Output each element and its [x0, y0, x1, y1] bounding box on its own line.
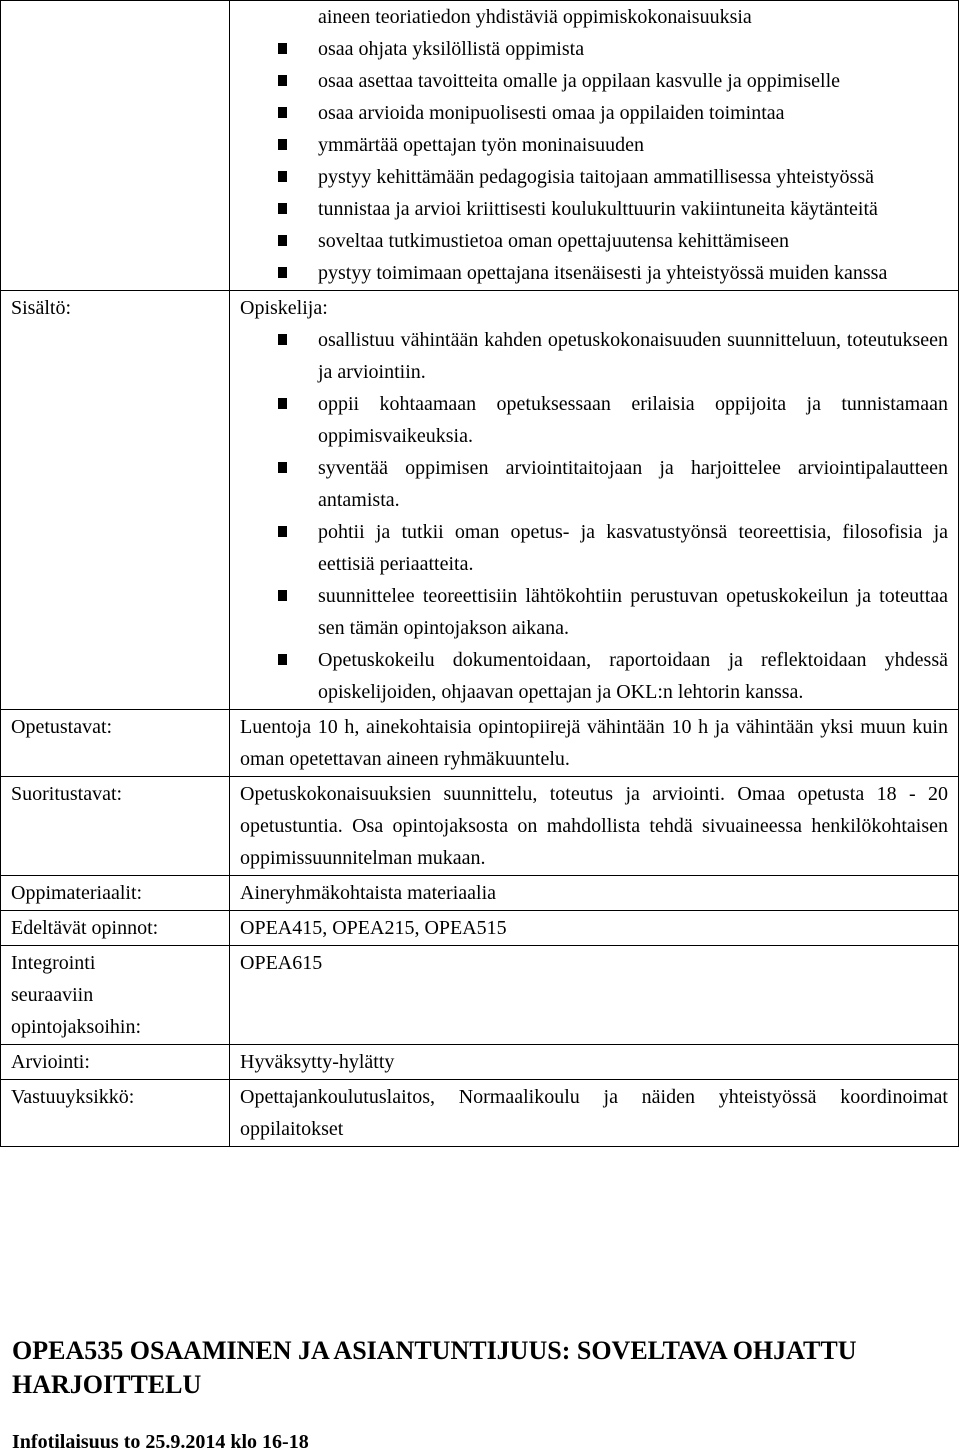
list-item: osallistuu vähintään kahden opetuskokonaisuuden suunnitteluun, toteutukseen ja arviointiin.: [240, 324, 948, 388]
label-line: opintojaksoihin:: [11, 1016, 141, 1038]
row-label: Arviointi:: [1, 1045, 230, 1080]
row-label: Opetustavat:: [1, 710, 230, 777]
row-label: Suoritustavat:: [1, 777, 230, 876]
info-line: Infotilaisuus to 25.9.2014 klo 16-18: [12, 1431, 309, 1453]
row-label: Oppimateriaalit:: [1, 876, 230, 911]
arviointi-value: Hyväksytty-hylätty: [230, 1045, 959, 1080]
table-row: [1, 1080, 959, 1147]
oppimateriaalit-value: Aineryhmäkohtaista materiaalia: [230, 876, 959, 911]
table-row: [1, 710, 959, 777]
list-item: suunnittelee teoreettisiin lähtökohtiin perustuvan opetuskokeilun ja toteuttaa sen tämän opintojakson aikana.: [240, 580, 948, 644]
list-item: pystyy toimimaan opettajana itsenäisesti ja yhteistyössä muiden kanssa: [240, 257, 948, 289]
list-item: aineen teoriatiedon yhdistäviä oppimiskokonaisuuksia: [318, 6, 752, 28]
edeltavat-value: OPEA415, OPEA215, OPEA515: [230, 911, 959, 946]
opetustavat-value: Luentoja 10 h, ainekohtaisia opintopiirejä vähintään 10 h ja vähintään yksi muun kuin oman opetettavan aineen ryhmäkuuntelu.: [230, 710, 959, 777]
list-item: tunnistaa ja arvioi kriittisesti koulukulttuurin vakiintuneita käytänteitä: [240, 193, 948, 225]
table-row: [1, 1, 959, 291]
row-label-empty: [1, 1, 230, 291]
list-item: pystyy kehittämään pedagogisia taitojaan ammatillisessa yhteistyössä: [240, 161, 948, 193]
row-label-integrointi: [1, 946, 230, 1045]
suoritustavat-value: Opetuskokonaisuuksien suunnittelu, toteutus ja arviointi. Omaa opetusta 18 - 20 opetustuntia. Osa opintojaksosta on mahdollista tehdä sivuaineessa henkilökohtaisen oppimissuunnitelman mukaan.: [230, 777, 959, 876]
list-item: osaa asettaa tavoitteita omalle ja oppilaan kasvulle ja oppimiselle: [240, 65, 948, 97]
label-line: Integrointi: [11, 952, 96, 974]
sisalto-list: [240, 324, 948, 708]
table-row: [1, 911, 959, 946]
objectives-cell: [230, 1, 959, 291]
table-row: [1, 777, 959, 876]
list-item: Opetuskokeilu dokumentoidaan, raportoidaan ja reflektoidaan yhdessä opiskelijoiden, ohjaavan opettajan ja OKL:n lehtorin kanssa.: [240, 644, 948, 708]
label-line: seuraaviin: [11, 984, 94, 1006]
table-row: [1, 946, 959, 1045]
table-row: [1, 876, 959, 911]
list-item: syventää oppimisen arviointitaitojaan ja harjoittelee arviointipalautteen antamista.: [240, 452, 948, 516]
row-label: Vastuuyksikkö:: [1, 1080, 230, 1147]
list-item: oppii kohtaamaan opetuksessaan erilaisia oppijoita ja tunnistamaan oppimisvaikeuksia.: [240, 388, 948, 452]
list-item: soveltaa tutkimustietoa oman opettajuutensa kehittämiseen: [240, 225, 948, 257]
table-row: [1, 1045, 959, 1080]
list-item: ymmärtää opettajan työn moninaisuuden: [240, 129, 948, 161]
objectives-list: [240, 1, 948, 289]
vastuuyksikko-value: Opettajankoulutuslaitos, Normaalikoulu ja näiden yhteistyössä koordinoimat oppilaitokset: [230, 1080, 959, 1147]
row-label: Sisältö:: [1, 291, 230, 710]
list-item: osaa ohjata yksilöllistä oppimista: [240, 33, 948, 65]
sisalto-intro: Opiskelija:: [240, 297, 328, 319]
integrointi-value: OPEA615: [230, 946, 959, 1045]
list-item: osaa arvioida monipuolisesti omaa ja oppilaiden toimintaa: [240, 97, 948, 129]
row-label: Edeltävät opinnot:: [1, 911, 230, 946]
list-item: pohtii ja tutkii oman opetus- ja kasvatustyönsä teoreettisia, filosofisia ja eettisiä periaatteita.: [240, 516, 948, 580]
sisalto-cell: [230, 291, 959, 710]
course-heading: OPEA535 OSAAMINEN JA ASIANTUNTIJUUS: SOVELTAVA OHJATTU HARJOITTELU: [12, 1336, 857, 1399]
table-row: [1, 291, 959, 710]
